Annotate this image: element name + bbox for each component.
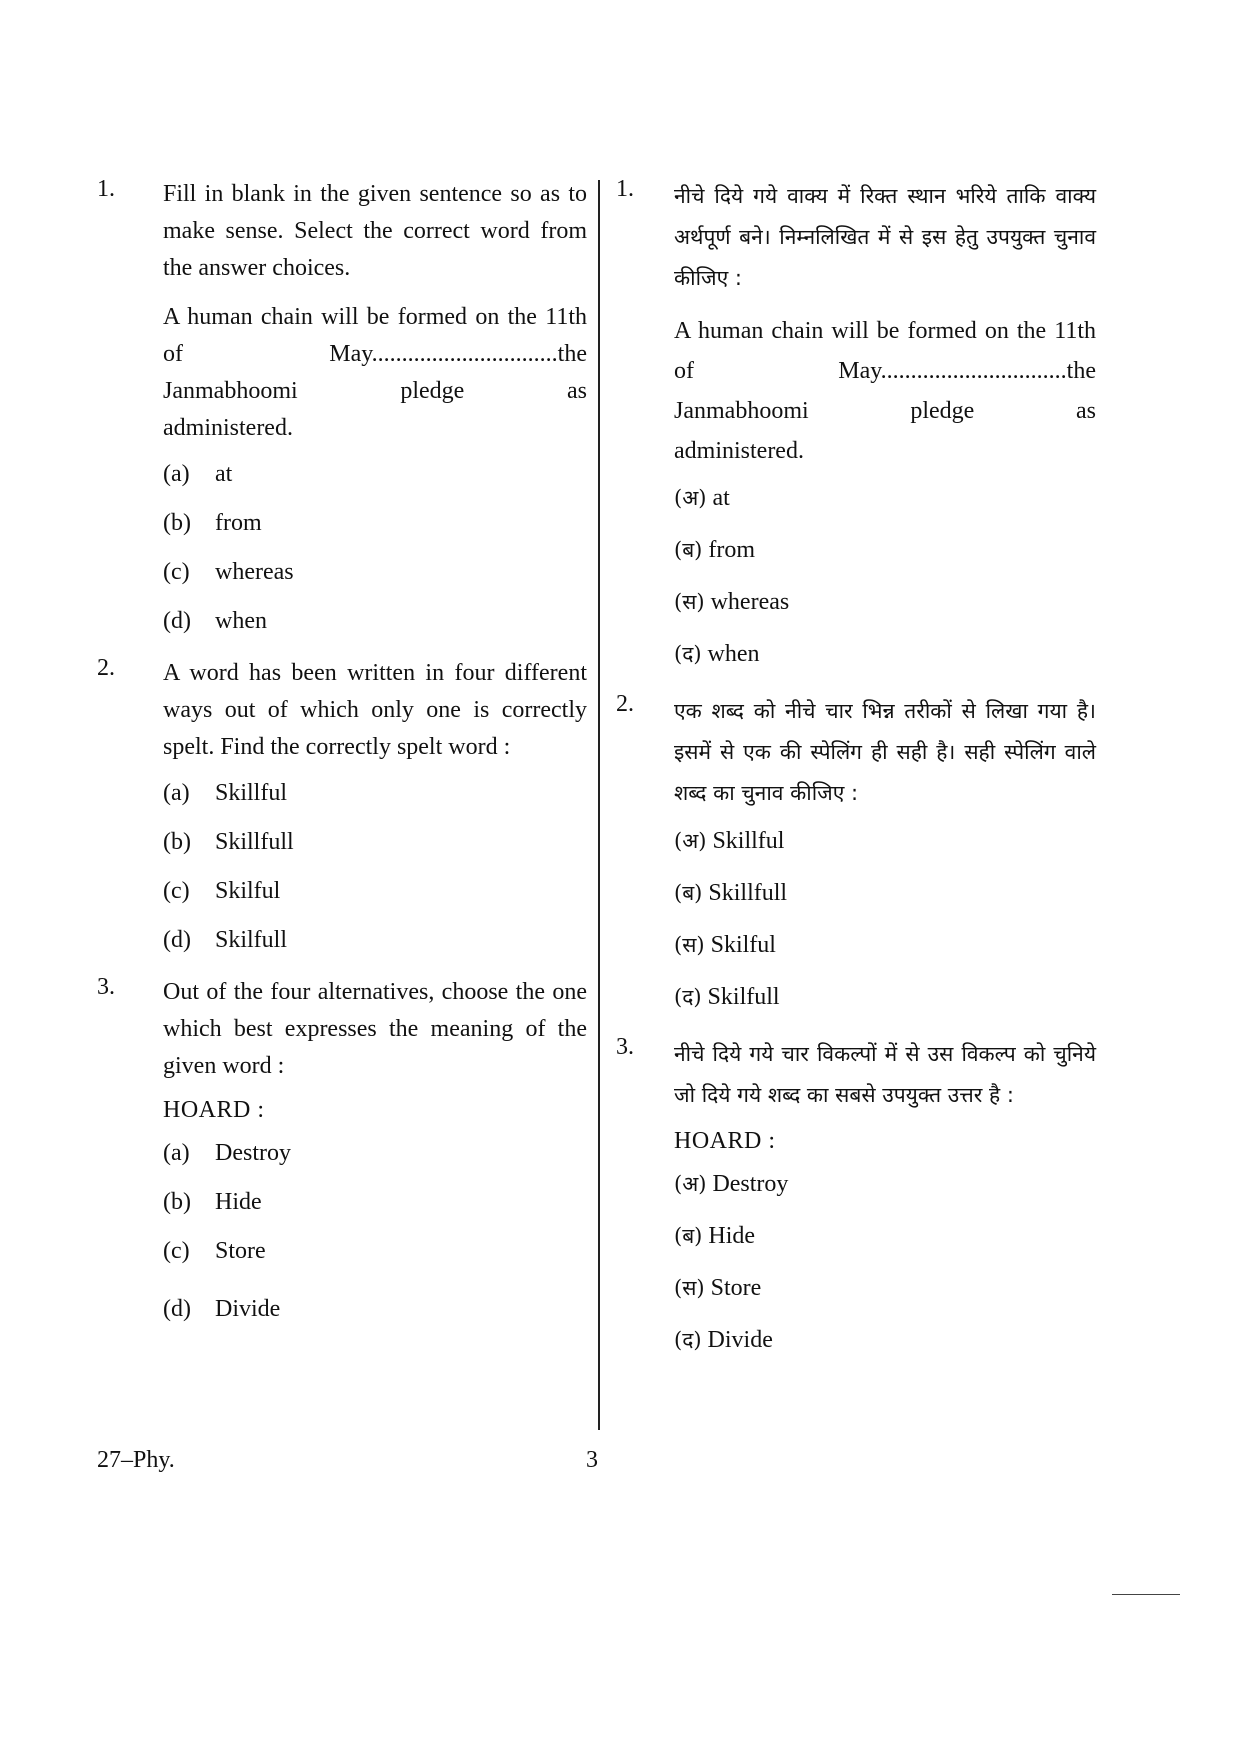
option-d[interactable]	[163, 1294, 587, 1324]
options-list	[163, 459, 587, 636]
option-a[interactable]	[674, 1169, 1096, 1199]
given-word: HOARD :	[163, 1097, 265, 1123]
option-c[interactable]	[163, 557, 587, 587]
option-key: (ब)	[674, 538, 703, 562]
option-text: when	[215, 608, 267, 634]
option-c[interactable]	[674, 930, 1096, 960]
option-key: (ब)	[674, 1224, 703, 1248]
option-d[interactable]	[163, 606, 587, 636]
option-b[interactable]	[163, 508, 587, 538]
sentence-line	[674, 391, 1096, 431]
column-divider	[598, 180, 600, 1430]
sentence-line	[163, 373, 587, 410]
option-key: (c)	[163, 1238, 190, 1264]
page-number: 3	[586, 1447, 598, 1473]
question-number: 1.	[616, 176, 634, 202]
sentence-end: administered.	[674, 438, 804, 464]
sentence-word: pledge	[400, 378, 465, 404]
option-key: (b)	[163, 510, 191, 536]
option-text: Skilful	[215, 878, 281, 904]
option-key: (द)	[674, 642, 702, 666]
sentence-text: A human chain will be formed on the 11th of May...............................the	[674, 318, 1096, 384]
option-text: Skillfull	[215, 829, 294, 855]
option-key: (a)	[163, 780, 190, 806]
sentence-word: as	[566, 378, 587, 404]
option-key: (b)	[163, 1189, 191, 1215]
paper-code: 27–Phy.	[97, 1447, 175, 1473]
english-column	[97, 176, 587, 1343]
option-text: at	[215, 461, 233, 487]
option-text: Skillfull	[708, 880, 788, 906]
option-text: from	[215, 510, 262, 536]
option-key: (अ)	[674, 829, 707, 853]
question-stem: Fill in blank in the given sentence so as to make sense. Select the correct word from the answer choices.	[163, 181, 587, 281]
option-key: (द)	[674, 1328, 702, 1352]
question-stem: नीचे दिये गये वाक्य में रिक्त स्थान भरिये ताकि वाक्य अर्थपूर्ण बने। निम्नलिखित में से इस हेतु उपयुक्त चुनाव कीजिए :	[674, 184, 1096, 290]
question-2-hindi	[616, 691, 1096, 1012]
option-c[interactable]	[163, 876, 587, 906]
option-text: Divide	[215, 1296, 281, 1322]
option-text: Hide	[708, 1223, 756, 1249]
options-list	[163, 778, 587, 955]
option-text: at	[712, 485, 730, 511]
sentence-word: Janmabhoomi	[674, 398, 809, 424]
option-key: (c)	[163, 559, 190, 585]
options-list	[674, 1169, 1096, 1355]
question-1-hindi	[616, 176, 1096, 669]
option-text: Destroy	[215, 1140, 291, 1166]
option-text: Skillful	[712, 828, 785, 854]
option-key: (द)	[674, 985, 702, 1009]
footer-rule	[1112, 1594, 1180, 1595]
option-key: (d)	[163, 927, 191, 953]
option-d[interactable]	[163, 925, 587, 955]
option-a[interactable]	[163, 1138, 587, 1168]
hindi-column	[616, 176, 1096, 1377]
question-number: 1.	[97, 176, 115, 202]
option-d[interactable]	[674, 1325, 1096, 1355]
option-key: (c)	[163, 878, 190, 904]
option-key: (स)	[674, 1276, 705, 1300]
option-key: (d)	[163, 608, 191, 634]
question-2	[97, 655, 587, 955]
option-text: whereas	[710, 589, 790, 615]
question-stem: Out of the four alternatives, choose the one which best expresses the meaning of the given word :	[163, 979, 587, 1079]
question-stem: A word has been written in four different ways out of which only one is correctly spelt. Find the correctly spelt word :	[163, 660, 587, 760]
option-c[interactable]	[674, 587, 1096, 617]
question-sentence	[163, 299, 587, 447]
options-list	[674, 483, 1096, 669]
option-key: (अ)	[674, 486, 707, 510]
option-text: Skilfull	[215, 927, 288, 953]
question-number: 3.	[616, 1034, 634, 1060]
question-1	[97, 176, 587, 636]
option-key: (b)	[163, 829, 191, 855]
option-a[interactable]	[163, 778, 587, 808]
sentence-word: pledge	[910, 398, 975, 424]
option-text: Hide	[215, 1189, 262, 1215]
option-b[interactable]	[163, 827, 587, 857]
option-key: (स)	[674, 590, 705, 614]
question-number: 2.	[97, 655, 115, 681]
options-list	[674, 826, 1096, 1012]
question-number: 3.	[97, 974, 115, 1000]
option-a[interactable]	[674, 483, 1096, 513]
option-text: Store	[710, 1275, 762, 1301]
option-text: Skillful	[215, 780, 288, 806]
option-text: when	[707, 641, 760, 667]
option-key: (d)	[163, 1296, 191, 1322]
question-number: 2.	[616, 691, 634, 717]
sentence-word: as	[1075, 398, 1096, 424]
question-3-hindi	[616, 1034, 1096, 1355]
option-b[interactable]	[163, 1187, 587, 1217]
option-c[interactable]	[674, 1273, 1096, 1303]
question-3	[97, 974, 587, 1324]
options-list	[163, 1138, 587, 1324]
option-c[interactable]	[163, 1236, 587, 1266]
given-word: HOARD :	[674, 1128, 776, 1154]
option-a[interactable]	[674, 826, 1096, 856]
option-a[interactable]	[163, 459, 587, 489]
option-d[interactable]	[674, 982, 1096, 1012]
question-stem: एक शब्द को नीचे चार भिन्न तरीकों से लिखा गया है। इसमें से एक की स्पेलिंग ही सही है। सही स्पेलिंग वाले शब्द का चुनाव कीजिए :	[674, 699, 1096, 805]
option-text: Destroy	[712, 1171, 789, 1197]
option-key: (अ)	[674, 1172, 707, 1196]
option-text: from	[708, 537, 756, 563]
option-d[interactable]	[674, 639, 1096, 669]
option-text: Skilful	[710, 932, 776, 958]
option-b[interactable]	[674, 535, 1096, 565]
option-text: Store	[215, 1238, 266, 1264]
option-key: (स)	[674, 933, 705, 957]
question-stem: नीचे दिये गये चार विकल्पों में से उस विकल्प को चुनिये जो दिये गये शब्द का सबसे उपयुक्त उत्तर है :	[674, 1042, 1096, 1107]
sentence-end: administered.	[163, 415, 293, 441]
sentence-word: Janmabhoomi	[163, 378, 298, 404]
question-sentence	[674, 311, 1096, 471]
option-key: (a)	[163, 461, 190, 487]
sentence-text: A human chain will be formed on the 11th of May...............................the	[163, 304, 587, 367]
option-key: (a)	[163, 1140, 190, 1166]
option-b[interactable]	[674, 1221, 1096, 1251]
option-text: Skilfull	[707, 984, 780, 1010]
option-text: whereas	[215, 559, 294, 585]
option-key: (ब)	[674, 881, 703, 905]
option-text: Divide	[707, 1327, 773, 1353]
option-b[interactable]	[674, 878, 1096, 908]
